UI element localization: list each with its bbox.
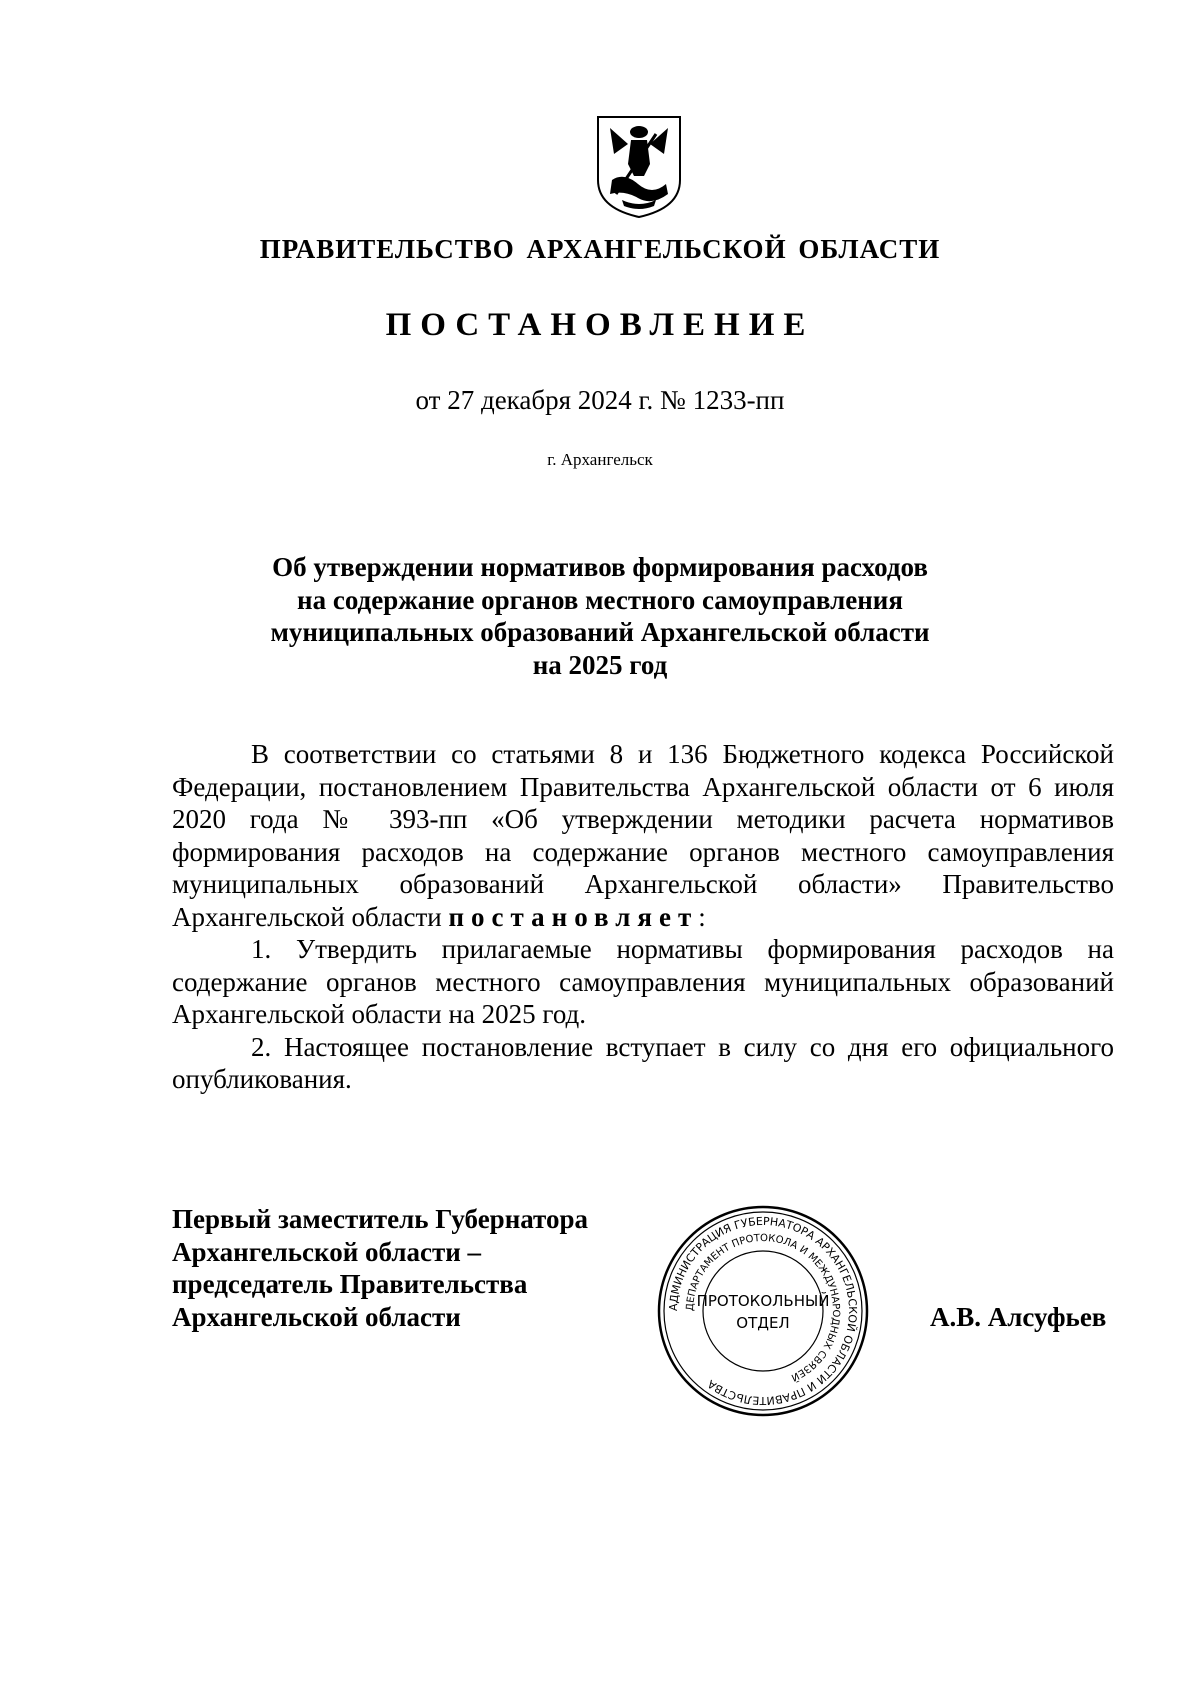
signatory-position	[172, 1203, 672, 1333]
round-seal-icon	[656, 1204, 870, 1418]
document-subject	[200, 551, 1000, 681]
city: г. Архангельск	[547, 450, 653, 469]
document-type: ПОСТАНОВЛЕНИЕ	[385, 307, 815, 343]
seal-ring-text: АДМИНИСТРАЦИЯ ГУБЕРНАТОРА АРХАНГЕЛЬСКОЙ ОБЛАСТИ И ПРАВИТЕЛЬСТВА	[666, 1214, 860, 1408]
coat-of-arms-icon	[594, 114, 684, 220]
position-line: председатель Правительства	[172, 1269, 528, 1299]
decree-word: постановляет	[448, 901, 699, 932]
seal-center-line-1: ПРОТОКОЛЬНЫЙ	[696, 1292, 830, 1310]
signer-name: А.В. Алсуфьев	[930, 1302, 1107, 1332]
subject-line: на 2025 год	[532, 649, 668, 680]
preamble-paragraph	[172, 738, 1114, 933]
position-line: Архангельской области	[172, 1301, 461, 1332]
subject-line: муниципальных образований Архангельской области	[270, 617, 930, 647]
preamble-text: В соответствии со статьями 8 и 136 Бюджетного кодекса Российской Федерации, постановлением Правительства Архангельской области от 6 июля 2020 года № 393-пп «Об утверждении методики расчета нормативов формирования расходов на содержание органов местного самоуправления муниципальных образований Архангельской области» Правительство Архангельской области	[172, 739, 1114, 932]
position-line: Первый заместитель Губернатора	[172, 1204, 588, 1234]
subject-line: на содержание органов местного самоуправления	[297, 584, 903, 615]
document-body	[172, 738, 1114, 1096]
subject-line: Об утверждении нормативов формирования расходов	[272, 552, 928, 582]
decree-colon: :	[698, 901, 706, 932]
seal-inner-ring-text: ДЕПАРТАМЕНТ ПРОТОКОЛА И МЕЖДУНАРОДНЫХ СВЯЗЕЙ	[684, 1232, 842, 1383]
date-and-number: от 27 декабря 2024 г. № 1233-пп	[415, 385, 785, 415]
government-name: ПРАВИТЕЛЬСТВО АРХАНГЕЛЬСКОЙ ОБЛАСТИ	[259, 234, 941, 264]
seal-center-line-2: ОТДЕЛ	[736, 1314, 790, 1332]
item-2: 2. Настоящее постановление вступает в силу со дня его официального опубликования.	[172, 1031, 1114, 1094]
position-line: Архангельской области –	[172, 1236, 482, 1267]
item-1: 1. Утвердить прилагаемые нормативы формирования расходов на содержание органов местного самоуправления муниципальных образований Архангельской области на 2025 год.	[172, 934, 1114, 1029]
